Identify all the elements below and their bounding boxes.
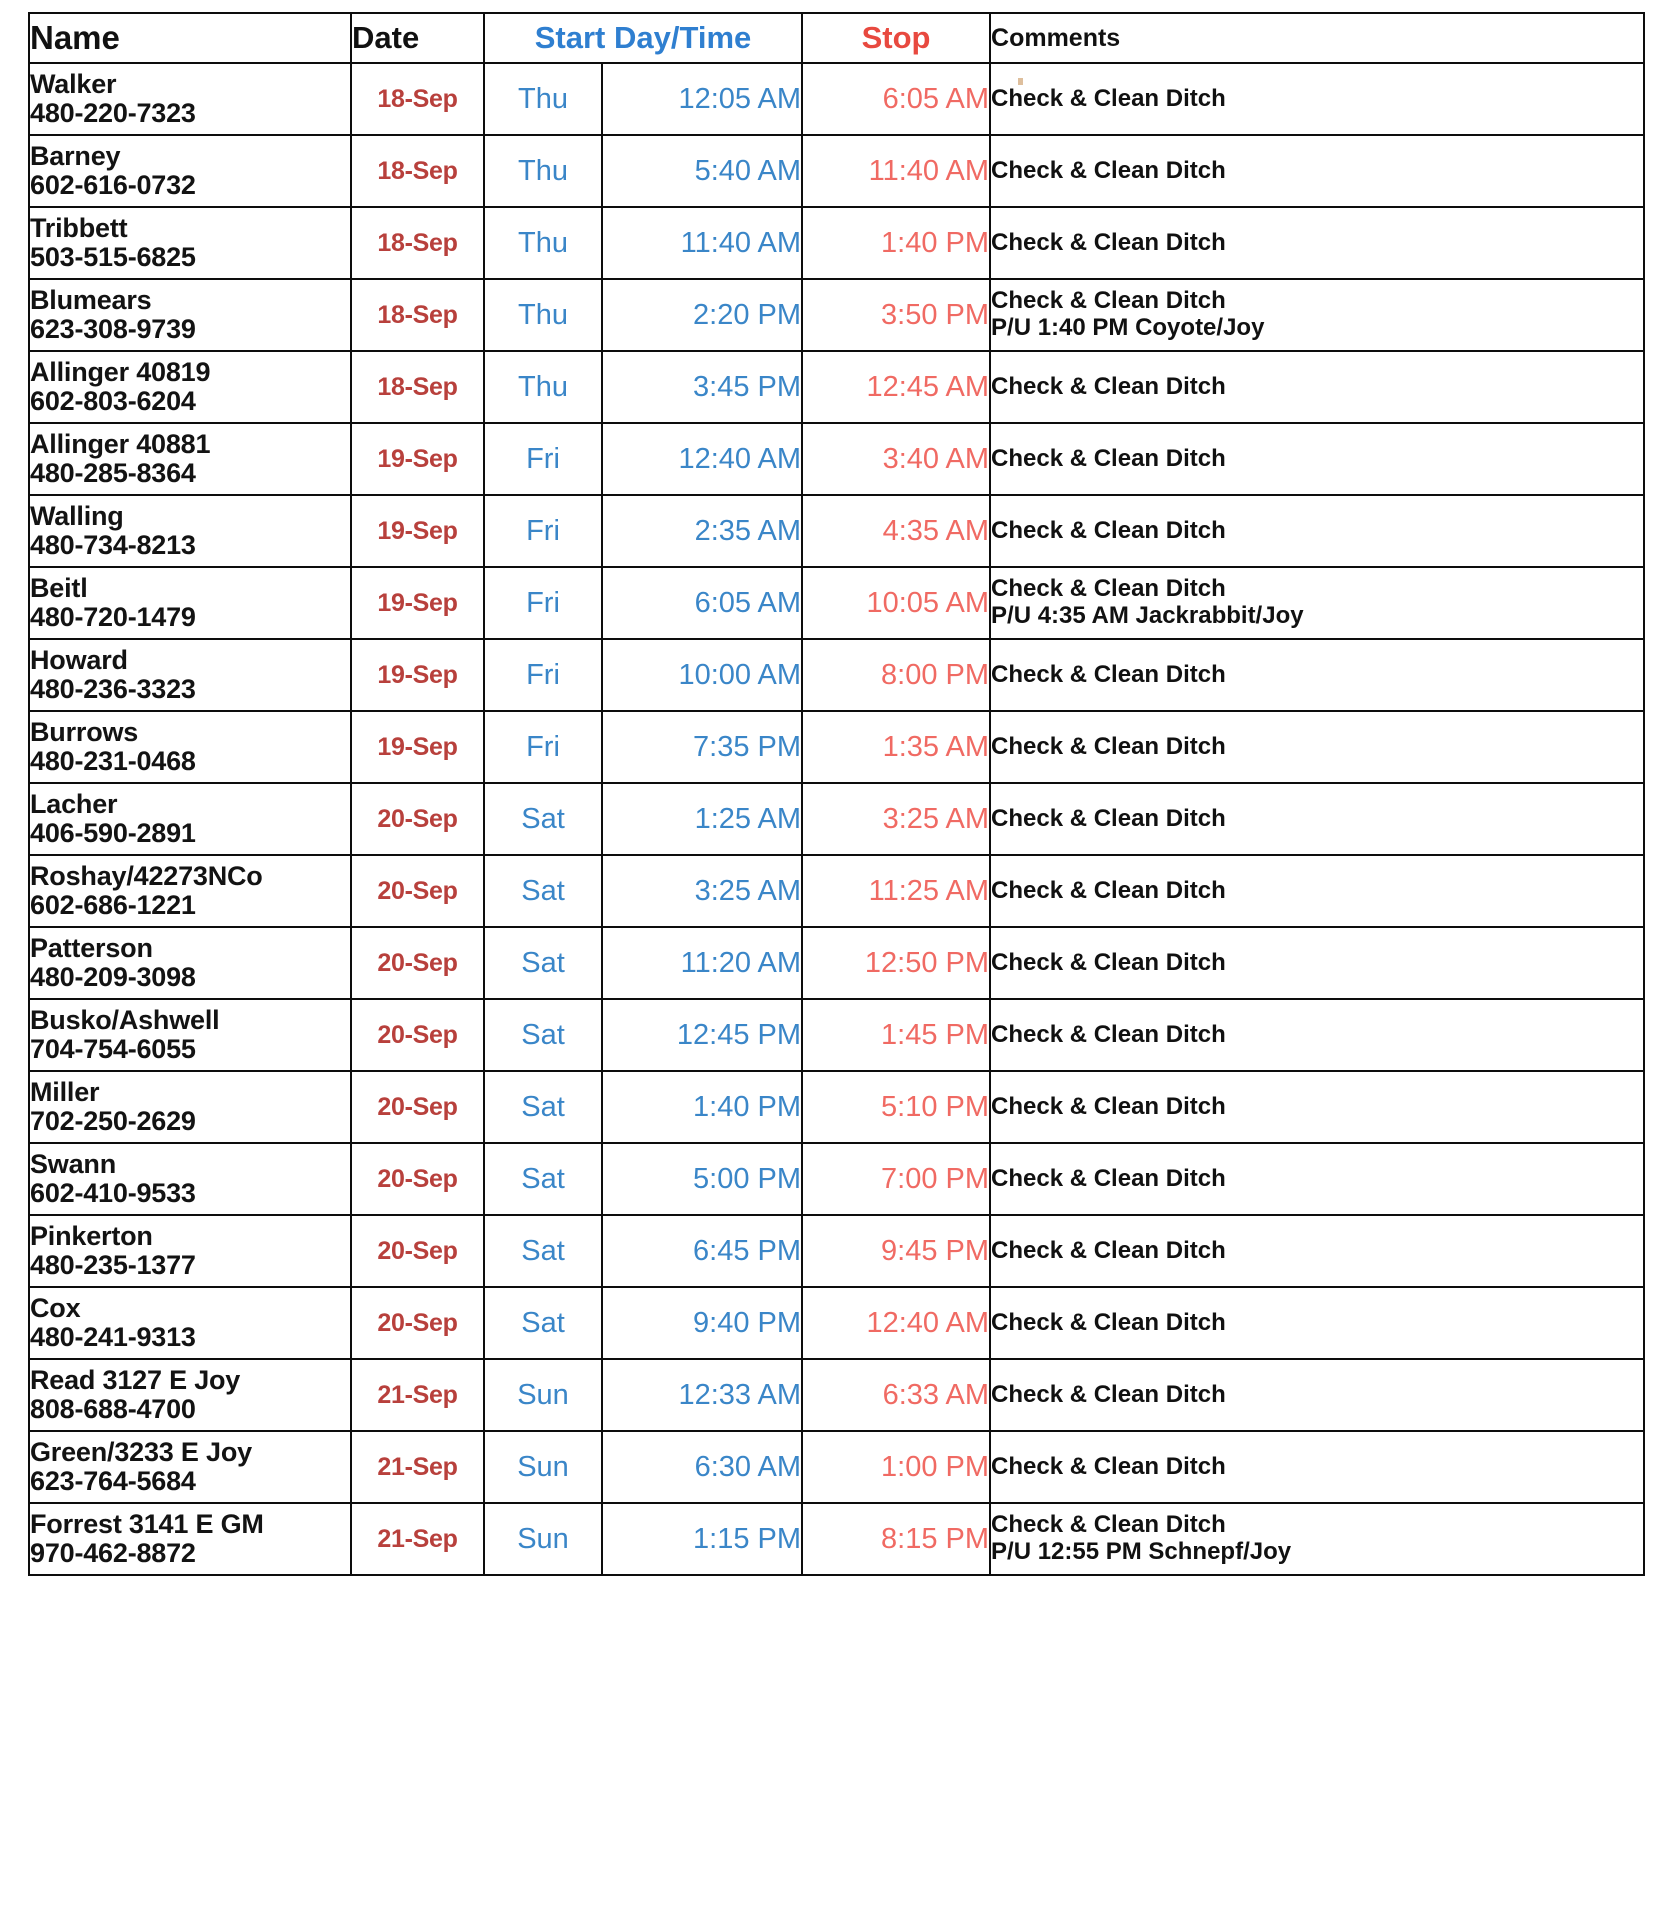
cell-date: 20-Sep [351,999,484,1071]
person-name: Read 3127 E Joy [30,1364,241,1395]
comment-primary: Check & Clean Ditch [991,228,1226,256]
cell-day: Thu [484,351,602,423]
comment-primary: Check & Clean Ditch [991,575,1226,603]
cell-name [29,135,351,207]
person-phone: 623-764-5684 [30,1466,196,1496]
cell-start-time: 12:05 AM [602,63,802,135]
person-phone: 503-515-6825 [30,242,196,272]
table-header-row [29,13,1644,63]
cell-name [29,639,351,711]
cell-comments [990,783,1644,855]
cell-name [29,783,351,855]
person-phone: 480-241-9313 [30,1322,196,1352]
cell-stop-time: 3:40 AM [802,423,990,495]
table-row [29,207,1644,279]
table-row [29,1503,1644,1575]
comment-secondary: P/U 12:55 PM Schnepf/Joy [991,1538,1292,1565]
cell-date: 20-Sep [351,1071,484,1143]
cell-day: Sat [484,855,602,927]
person-name: Allinger 40881 [30,428,211,459]
person-phone: 602-686-1221 [30,890,196,920]
cell-date: 20-Sep [351,855,484,927]
comment-primary: Check & Clean Ditch [991,444,1226,472]
cell-day: Sat [484,1215,602,1287]
cell-comments [990,1215,1644,1287]
cell-stop-time: 1:45 PM [802,999,990,1071]
cell-day: Sat [484,1287,602,1359]
person-name: Miller [30,1076,100,1107]
comment-primary: Check & Clean Ditch [991,1452,1226,1480]
cell-day: Thu [484,207,602,279]
cell-stop-time: 11:25 AM [802,855,990,927]
cell-stop-time: 7:00 PM [802,1143,990,1215]
comment-primary: Check & Clean Ditch [991,1020,1226,1048]
cell-date: 18-Sep [351,279,484,351]
cell-start-time: 6:05 AM [602,567,802,639]
cell-name [29,351,351,423]
cell-comments [990,1071,1644,1143]
cell-day: Sat [484,1071,602,1143]
person-phone: 602-616-0732 [30,170,196,200]
table-row [29,567,1644,639]
cell-name [29,279,351,351]
column-header-name: Name [29,13,351,63]
cell-start-time: 2:35 AM [602,495,802,567]
cell-date: 20-Sep [351,927,484,999]
cell-start-time: 6:30 AM [602,1431,802,1503]
cell-start-time: 5:40 AM [602,135,802,207]
person-phone: 702-250-2629 [30,1106,196,1136]
person-name: Burrows [30,716,139,747]
comment-primary: Check & Clean Ditch [991,84,1226,112]
table-row [29,999,1644,1071]
comment-primary: Check & Clean Ditch [991,1511,1226,1539]
cell-start-time: 5:00 PM [602,1143,802,1215]
person-name: Blumears [30,284,152,315]
cell-day: Fri [484,423,602,495]
person-name: Pinkerton [30,1220,153,1251]
cell-start-time: 11:20 AM [602,927,802,999]
cell-comments [990,207,1644,279]
cell-stop-time: 12:50 PM [802,927,990,999]
cell-name [29,1071,351,1143]
person-name: Busko/Ashwell [30,1004,220,1035]
cell-stop-time: 1:35 AM [802,711,990,783]
cell-start-time: 3:45 PM [602,351,802,423]
table-row [29,1359,1644,1431]
cell-stop-time: 10:05 AM [802,567,990,639]
person-phone: 406-590-2891 [30,818,196,848]
comment-primary: Check & Clean Ditch [991,1236,1226,1264]
cell-start-time: 10:00 AM [602,639,802,711]
person-phone: 480-235-1377 [30,1250,196,1280]
comment-primary: Check & Clean Ditch [991,372,1226,400]
person-name: Howard [30,644,128,675]
cell-name [29,711,351,783]
cell-comments [990,279,1644,351]
person-phone: 480-734-8213 [30,530,196,560]
cell-stop-time: 12:40 AM [802,1287,990,1359]
cell-date: 20-Sep [351,1143,484,1215]
table-row [29,135,1644,207]
cell-comments [990,351,1644,423]
person-name: Forrest 3141 E GM [30,1508,264,1539]
cell-day: Thu [484,63,602,135]
comment-secondary: P/U 4:35 AM Jackrabbit/Joy [991,602,1304,629]
person-name: Beitl [30,572,88,603]
cell-day: Sat [484,783,602,855]
cell-day: Fri [484,495,602,567]
cell-date: 18-Sep [351,63,484,135]
cell-date: 18-Sep [351,207,484,279]
cell-stop-time: 5:10 PM [802,1071,990,1143]
cell-start-time: 2:20 PM [602,279,802,351]
comment-primary: Check & Clean Ditch [991,804,1226,832]
cell-stop-time: 9:45 PM [802,1215,990,1287]
cell-date: 21-Sep [351,1503,484,1575]
cell-date: 20-Sep [351,1215,484,1287]
column-header-start-day-time: Start Day/Time [484,13,802,63]
cell-start-time: 3:25 AM [602,855,802,927]
comment-primary: Check & Clean Ditch [991,948,1226,976]
person-phone: 480-236-3323 [30,674,196,704]
person-name: Barney [30,140,121,171]
cell-date: 19-Sep [351,567,484,639]
table-row [29,495,1644,567]
table-row [29,1071,1644,1143]
comment-primary: Check & Clean Ditch [991,1092,1226,1120]
person-name: Swann [30,1148,117,1179]
cell-day: Fri [484,567,602,639]
cell-name [29,423,351,495]
cell-start-time: 9:40 PM [602,1287,802,1359]
cell-name [29,1359,351,1431]
cell-start-time: 6:45 PM [602,1215,802,1287]
person-name: Walling [30,500,124,531]
cell-comments [990,639,1644,711]
comment-primary: Check & Clean Ditch [991,287,1226,315]
person-phone: 480-285-8364 [30,458,196,488]
person-name: Walker [30,68,117,99]
comment-primary: Check & Clean Ditch [991,876,1226,904]
cell-comments [990,855,1644,927]
cell-name [29,1215,351,1287]
cell-date: 19-Sep [351,639,484,711]
cell-start-time: 12:45 PM [602,999,802,1071]
table-body [29,63,1644,1575]
cell-date: 20-Sep [351,1287,484,1359]
person-phone: 602-410-9533 [30,1178,196,1208]
comment-primary: Check & Clean Ditch [991,1164,1226,1192]
cell-comments [990,495,1644,567]
table-row [29,927,1644,999]
cell-start-time: 1:40 PM [602,1071,802,1143]
table-header [29,13,1644,63]
cell-name [29,1287,351,1359]
cell-stop-time: 1:00 PM [802,1431,990,1503]
cell-stop-time: 3:50 PM [802,279,990,351]
cell-name [29,927,351,999]
cell-stop-time: 6:05 AM [802,63,990,135]
person-name: Roshay/42273NCo [30,860,263,891]
cell-date: 20-Sep [351,783,484,855]
table-row [29,1287,1644,1359]
cell-comments [990,927,1644,999]
cell-start-time: 1:25 AM [602,783,802,855]
comment-primary: Check & Clean Ditch [991,660,1226,688]
person-phone: 480-209-3098 [30,962,196,992]
cell-start-time: 12:40 AM [602,423,802,495]
comment-primary: Check & Clean Ditch [991,1308,1226,1336]
cell-date: 21-Sep [351,1431,484,1503]
cell-day: Fri [484,711,602,783]
cell-comments [990,999,1644,1071]
cell-day: Sun [484,1431,602,1503]
person-phone: 480-231-0468 [30,746,196,776]
table-row [29,1431,1644,1503]
person-name: Green/3233 E Joy [30,1436,252,1467]
table-row [29,1143,1644,1215]
cell-name [29,999,351,1071]
cell-name [29,1431,351,1503]
cell-comments [990,1503,1644,1575]
table-row [29,855,1644,927]
person-phone: 623-308-9739 [30,314,196,344]
comment-primary: Check & Clean Ditch [991,516,1226,544]
cell-stop-time: 11:40 AM [802,135,990,207]
table-row [29,351,1644,423]
column-header-stop: Stop [802,13,990,63]
person-phone: 480-220-7323 [30,98,196,128]
cell-name [29,1143,351,1215]
cell-stop-time: 1:40 PM [802,207,990,279]
cell-stop-time: 8:00 PM [802,639,990,711]
cell-day: Sun [484,1503,602,1575]
comment-secondary: P/U 1:40 PM Coyote/Joy [991,314,1265,341]
table-row [29,1215,1644,1287]
person-name: Lacher [30,788,118,819]
comment-primary: Check & Clean Ditch [991,1380,1226,1408]
table-row [29,423,1644,495]
cell-day: Fri [484,639,602,711]
cell-stop-time: 6:33 AM [802,1359,990,1431]
cell-comments [990,1431,1644,1503]
cell-comments [990,423,1644,495]
person-phone: 808-688-4700 [30,1394,196,1424]
person-phone: 970-462-8872 [30,1538,196,1568]
cell-start-time: 7:35 PM [602,711,802,783]
table-row [29,639,1644,711]
cell-comments [990,1287,1644,1359]
person-phone: 704-754-6055 [30,1034,196,1064]
person-name: Allinger 40819 [30,356,211,387]
cell-name [29,207,351,279]
cell-date: 18-Sep [351,135,484,207]
cell-day: Sat [484,999,602,1071]
cell-comments [990,1143,1644,1215]
cell-date: 18-Sep [351,351,484,423]
cell-day: Thu [484,279,602,351]
person-phone: 602-803-6204 [30,386,196,416]
cell-stop-time: 8:15 PM [802,1503,990,1575]
person-name: Tribbett [30,212,128,243]
irrigation-schedule-table [28,12,1645,1576]
cell-day: Sun [484,1359,602,1431]
table-row [29,783,1644,855]
cell-comments [990,567,1644,639]
column-header-comments: Comments [990,13,1644,63]
cell-name [29,495,351,567]
table-row [29,63,1644,135]
column-header-date: Date [351,13,484,63]
cell-name [29,63,351,135]
cell-day: Sat [484,927,602,999]
cell-date: 19-Sep [351,423,484,495]
cell-comments [990,711,1644,783]
cell-comments [990,135,1644,207]
cell-comments [990,63,1644,135]
cell-stop-time: 12:45 AM [802,351,990,423]
cell-date: 19-Sep [351,711,484,783]
cell-date: 21-Sep [351,1359,484,1431]
person-name: Cox [30,1292,81,1323]
person-name: Patterson [30,932,153,963]
cell-day: Sat [484,1143,602,1215]
table-row [29,711,1644,783]
comment-primary: Check & Clean Ditch [991,732,1226,760]
cell-start-time: 11:40 AM [602,207,802,279]
cell-start-time: 1:15 PM [602,1503,802,1575]
cell-day: Thu [484,135,602,207]
cell-name [29,1503,351,1575]
cell-date: 19-Sep [351,495,484,567]
cell-comments [990,1359,1644,1431]
cell-name [29,855,351,927]
table-row [29,279,1644,351]
person-phone: 480-720-1479 [30,602,196,632]
cell-stop-time: 4:35 AM [802,495,990,567]
scan-artifact [1018,78,1023,85]
comment-primary: Check & Clean Ditch [991,156,1226,184]
cell-stop-time: 3:25 AM [802,783,990,855]
cell-start-time: 12:33 AM [602,1359,802,1431]
cell-name [29,567,351,639]
